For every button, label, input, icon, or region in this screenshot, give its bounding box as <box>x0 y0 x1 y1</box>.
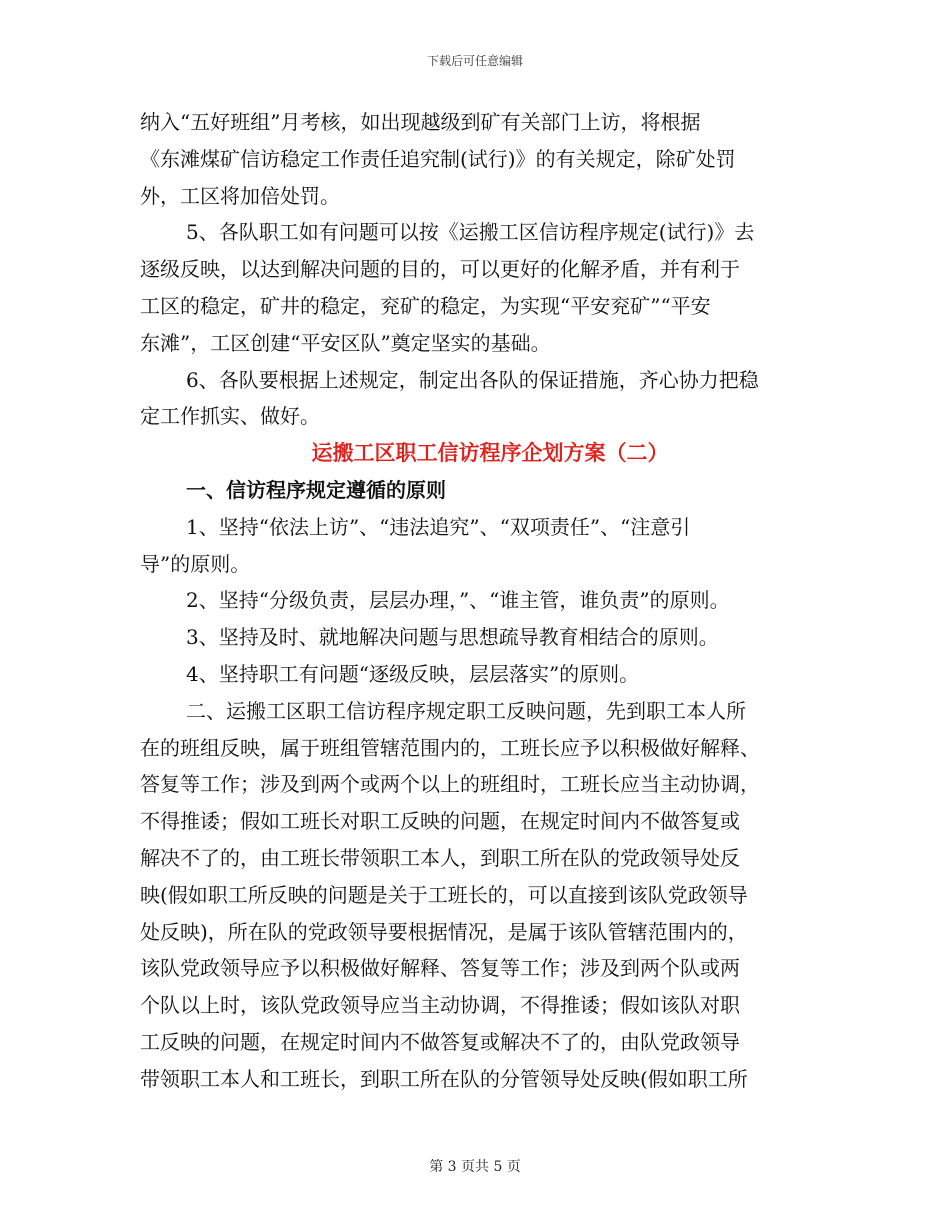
principle-item-4: 4、坚持职工有问题“逐级反映，层层落实”的原则。 <box>186 661 640 686</box>
body-line: 在的班组反映，属于班组管辖范围内的，工班长应予以积极做好解释、 <box>140 735 760 760</box>
principle-item-3: 3、坚持及时、就地解决问题与思想疏导教育相结合的原则。 <box>186 625 719 650</box>
body-line: 《东滩煤矿信访稳定工作责任追究制(试行)》的有关规定，除矿处罚 <box>140 146 736 171</box>
body-line: 处反映)，所在队的党政领导要根据情况，是属于该队管辖范围内的， <box>140 919 748 944</box>
body-line: 该队党政领导应予以积极做好解释、答复等工作；涉及到两个队或两 <box>140 956 740 981</box>
body-line: 定工作抓实、做好。 <box>140 404 320 429</box>
body-line: 逐级反映，以达到解决问题的目的，可以更好的化解矛盾，并有利于 <box>140 257 740 282</box>
numbered-item-6: 6、各队要根据上述规定，制定出各队的保证措施，齐心协力把稳 <box>186 367 759 392</box>
body-line: 答复等工作；涉及到两个或两个以上的班组时，工班长应当主动协调， <box>140 772 760 797</box>
body-line: 不得推诿；假如工班长对职工反映的问题，在规定时间内不做答复或 <box>140 809 740 834</box>
body-line: 个队以上时，该队党政领导应当主动协调，不得推诿；假如该队对职 <box>140 993 740 1018</box>
document-body <box>140 104 840 1098</box>
body-line: 工区的稳定，矿井的稳定，兖矿的稳定，为实现“平安兖矿”“平安 <box>140 293 711 318</box>
numbered-item-5: 5、各队职工如有问题可以按《运搬工区信访程序规定(试行)》去 <box>186 220 755 245</box>
principle-item-2: 2、坚持“分级负责，层层办理，”、“谁主管，谁负责”的原则。 <box>186 588 730 613</box>
principle-item-1: 1、坚持“依法上访”、“违法追究”、“双项责任”、“注意引 <box>186 514 691 539</box>
body-line: 工反映的问题，在规定时间内不做答复或解决不了的，由队党政领导 <box>140 1029 740 1054</box>
page-header: 下载后可任意编辑 <box>426 54 523 68</box>
body-line: 带领职工本人和工班长，到职工所在队的分管领导处反映(假如职工所 <box>140 1066 748 1091</box>
subsection-heading: 一、信访程序规定遵循的原则 <box>186 477 446 502</box>
page-footer: 第 3 页共 5 页 <box>429 1159 521 1175</box>
body-line: 东滩”，工区创建“平安区队”奠定坚实的基础。 <box>140 330 551 355</box>
body-line: 映(假如职工所反映的问题是关于工班长的，可以直接到该队党政领导 <box>140 882 748 907</box>
body-line: 纳入“五好班组”月考核，如出现越级到矿有关部门上访，将根据 <box>140 110 701 134</box>
body-line: 解决不了的，由工班长带领职工本人，到职工所在队的党政领导处反 <box>140 845 740 870</box>
section-two-start: 二、运搬工区职工信访程序规定职工反映问题，先到职工本人所 <box>186 698 746 723</box>
section-title: 运搬工区职工信访程序企划方案（二） <box>311 440 669 466</box>
body-line: 导”的原则。 <box>140 551 251 576</box>
body-line: 外，工区将加倍处罚。 <box>140 183 340 208</box>
